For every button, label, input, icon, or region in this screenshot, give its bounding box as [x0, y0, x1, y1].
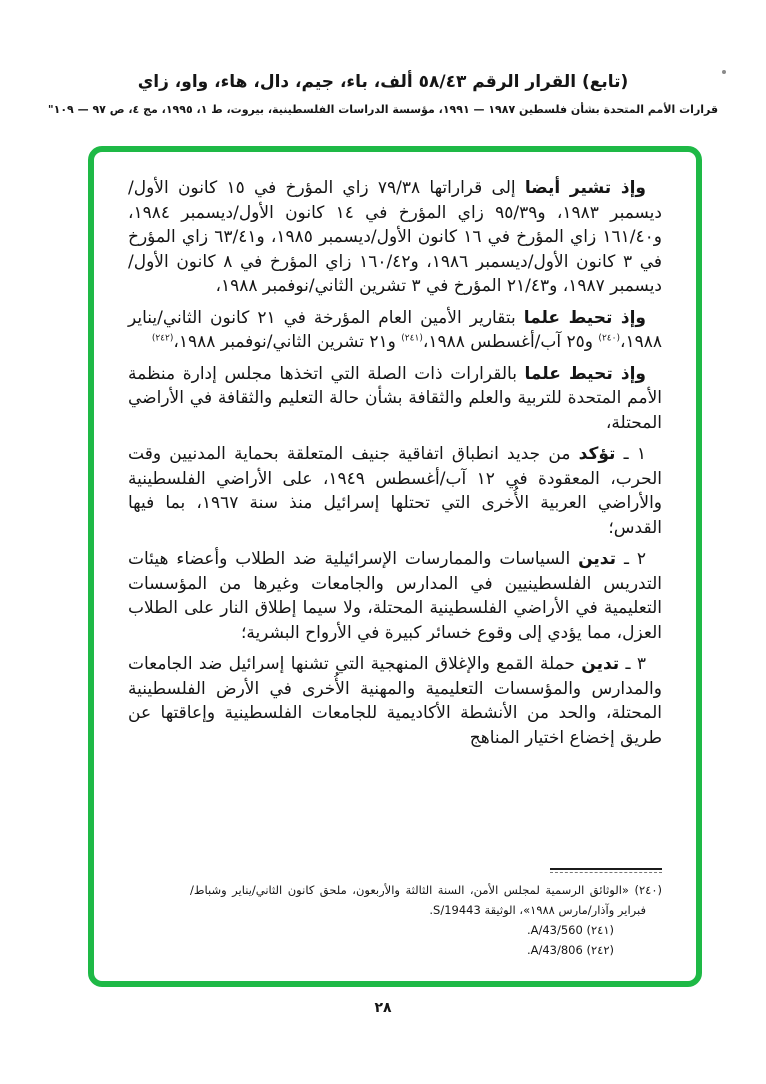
- paragraph-text: ٣ ـ: [619, 654, 646, 674]
- footnote-text: A/43/806.: [526, 943, 587, 957]
- lead-in-phrase: تدين: [578, 549, 617, 569]
- paragraph: [128, 176, 662, 299]
- paragraph-text: ١ ـ: [615, 444, 646, 464]
- paragraph-text: بتقارير الأمين العام المؤرخة في ٢١ كانون الثاني/يناير ١٩٨٨،: [128, 307, 662, 352]
- paragraph-text: حملة القمع والإغلاق المنهجية التي تشنها إسرائيل ضد الجامعات والمدارس والمؤسسات التعليمية والمهنية الأُخرى في الأرض الفلسطينية المحتلة، والحد من الأنشطة الأكاديمية للجامعات الفلسطينية وإعاقتها عن طريق إخضاع اختيار المناهج: [128, 654, 662, 748]
- paragraph-text: و٢١ تشرين الثاني/نوفمبر ١٩٨٨،: [173, 332, 402, 352]
- paragraph: [128, 306, 662, 355]
- paragraph-text: من جديد انطباق اتفاقية جنيف المتعلقة بحماية المدنيين وقت الحرب، المعقودة في ١٢ آب/أغسطس ١٩٤٩، على الأراضي الفلسطينية والأراضي العربية الأُخرى التي تحتلها إسرائيل منذ سنة ١٩٦٧، بما فيها القدس؛: [128, 444, 663, 538]
- footnote-reference: (٢٤١): [401, 333, 423, 344]
- document-frame: [88, 146, 702, 987]
- footnote-reference: (٢٤٠): [598, 333, 620, 344]
- footnote-marker: (٢٤١): [586, 923, 614, 937]
- scan-artifact-dot: [722, 70, 726, 74]
- lead-in-phrase: وإذ تشير أيضا: [524, 178, 646, 198]
- footnote-text: A/43/560.: [526, 923, 587, 937]
- footnote: [190, 920, 614, 940]
- footnote-marker: (٢٤٢): [586, 943, 614, 957]
- footnote-text: «الوثائق الرسمية لمجلس الأمن، السنة الثالثة والأربعون، ملحق كانون الثاني/يناير وشباط/فبراير وآذار/مارس ١٩٨٨»، الوثيقة S/19443.: [190, 883, 646, 917]
- paragraph: [128, 652, 662, 750]
- footnotes-block: [190, 868, 662, 960]
- lead-in-phrase: وإذ تحيط علما: [523, 307, 646, 328]
- paragraph-text: إلى قراراتها ٧٩/٣٨ زاي المؤرخ في ١٥ كانون الأول/ديسمبر ١٩٨٣، و٩٥/٣٩ زاي المؤرخ في ١٤ كانون الأول/ديسمبر ١٩٨٤، و١٦١/٤٠ زاي المؤرخ في ١٦ كانون الأول/ديسمبر ١٩٨٥، و٦٣/٤١ زاي المؤرخ في ٣ كانون الأول/ديسمبر ١٩٨٦، و١٦٠/٤٢ زاي المؤرخ في ٨ كانون الأول/ديسمبر ١٩٨٧، و٢١/٤٣ المؤرخ في ٣ تشرين الثاني/نوفمبر ١٩٨٨،: [128, 178, 662, 296]
- footnote-marker: (٢٤٠): [634, 883, 662, 897]
- footnote-list: [190, 880, 662, 960]
- paragraph-text: و٢٥ آب/أغسطس ١٩٨٨،: [422, 332, 599, 352]
- paragraph: [128, 362, 662, 436]
- page-number: ٢٨: [374, 1000, 392, 1016]
- lead-in-phrase: تدين: [581, 654, 620, 674]
- paragraph-text: ٢ ـ: [616, 549, 646, 569]
- paragraph-text: بالقرارات ذات الصلة التي اتخذها مجلس إدارة منظمة الأمم المتحدة للتربية والعلم والثقافة بشأن حالة التعليم والثقافة في الأراضي المحتلة،: [128, 363, 662, 433]
- footnote: [190, 940, 614, 960]
- lead-in-phrase: وإذ تحيط علما: [524, 363, 646, 384]
- footnote-reference: (٢٤٢): [151, 333, 174, 344]
- page-title: (تابع) القرار الرقم ٥٨/٤٣ ألف، باء، جيم، دال، هاء، واو، زاي: [137, 72, 629, 92]
- lead-in-phrase: تؤكد: [578, 444, 616, 464]
- footnote: [190, 880, 662, 920]
- page-source-citation: قرارات الأمم المتحدة بشأن فلسطين ١٩٨٧ — ١٩٩١، مؤسسة الدراسات الفلسطينية، بيروت، ط ١، ١٩٩٥، مج ٤، ص ٩٧ — ١٠٩": [47, 103, 719, 116]
- body-paragraphs: [128, 176, 662, 757]
- paragraph-text: السياسات والممارسات الإسرائيلية ضد الطلاب وأعضاء هيئات التدريس الفلسطينيين في المدارس والجامعات وغيرها من المؤسسات التعليمية في الأراضي الفلسطينية المحتلة، ولا سيما إطلاق النار على الطلاب العزل، مما يؤدي إلى وقوع خسائر كبيرة في الأرواح البشرية؛: [128, 549, 662, 643]
- footnote-separator: [550, 868, 662, 873]
- paragraph: [128, 442, 662, 540]
- paragraph: [128, 547, 662, 645]
